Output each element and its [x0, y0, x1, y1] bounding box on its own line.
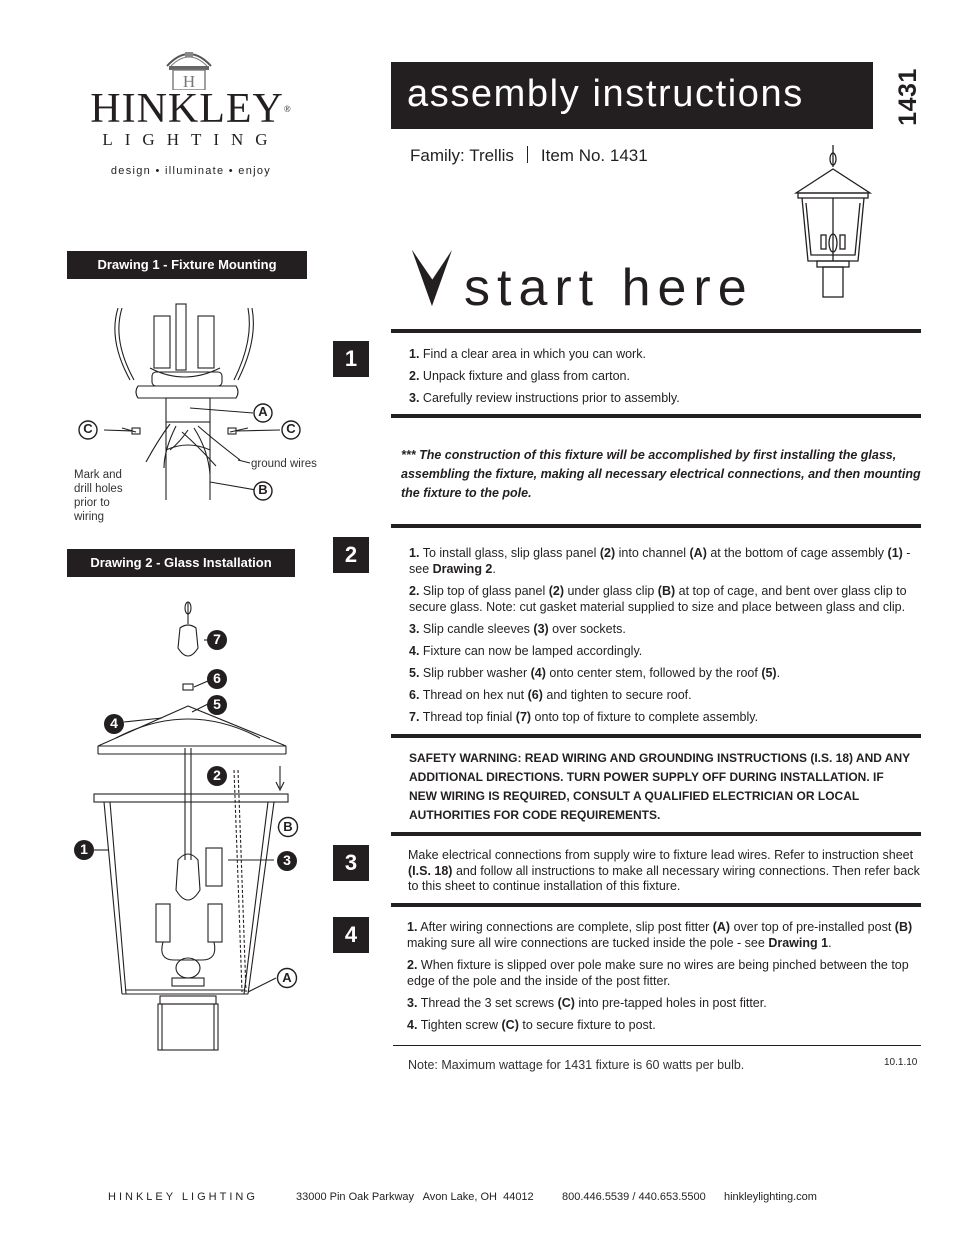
step-1-badge: 1 — [333, 341, 369, 377]
step-3-badge: 3 — [333, 845, 369, 881]
svg-text:H: H — [182, 72, 196, 90]
callout-c-right-letter: C — [286, 421, 296, 436]
mark-drill-label: Mark and drill holes prior to wiring — [74, 469, 123, 523]
callout-b2-letter: B — [283, 819, 293, 834]
callout-6-number: 6 — [213, 670, 221, 686]
drawing-2-glass-installation — [88, 598, 298, 1053]
list-item: 6. Thread on hex nut (6) and tighten to secure roof. — [409, 688, 692, 702]
start-here-heading: start here — [464, 259, 754, 317]
ground-wires-label: ground wires — [251, 458, 317, 470]
page-title: assembly instructions — [391, 62, 873, 129]
list-item: 4. Fixture can now be lamped accordingly. — [409, 644, 643, 658]
list-item: 1. Find a clear area in which you can work. — [409, 347, 646, 361]
callout-7-number: 7 — [213, 631, 221, 647]
family-name: Family: Trellis — [410, 146, 514, 165]
list-item: 4. Tighten screw (C) to secure fixture to post. — [407, 1018, 656, 1032]
list-item: 7. Thread top finial (7) onto top of fixture to complete assembly. — [409, 710, 759, 724]
list-item: 3. Slip candle sleeves (3) over sockets. — [409, 622, 626, 636]
safety-bottom-rule — [391, 832, 921, 836]
step-2-top-rule — [391, 524, 921, 528]
family-line — [410, 146, 648, 166]
footer-phone: 800.446.5539 / 440.653.5500 — [562, 1191, 706, 1203]
callout-a-letter: A — [258, 404, 268, 419]
list-item: 2. Slip top of glass panel (2) under glass clip (B) at top of cage, and bent over glass clip to secure glass. Note: cut gasket material supplied to size and place between glass and clip. — [409, 584, 907, 614]
callout-1-number: 1 — [80, 841, 88, 857]
list-item: 3. Thread the 3 set screws (C) into pre-tapped holes in post fitter. — [407, 996, 767, 1010]
brand-name: HINKLEY® — [90, 86, 292, 132]
step-4-list — [407, 919, 923, 1039]
callout-b-letter: B — [258, 482, 268, 497]
step-3-bottom-rule — [391, 903, 921, 907]
safety-warning: SAFETY WARNING: READ WIRING AND GROUNDING INSTRUCTIONS (I.S. 18) AND ANY ADDITIONAL DIRECTIONS. TURN POWER SUPPLY OFF DURING INSTALLATION. IF NEW WIRING IS REQUIRED, CONSULT A QUALIFIED ELECTRICIAN OR LOCAL AUTHORITIES FOR CODE REQUIREMENTS. — [409, 751, 910, 822]
callout-5-number: 5 — [213, 696, 221, 712]
step-1-bottom-rule — [391, 414, 921, 418]
brand-tagline: design • illuminate • enjoy — [110, 165, 272, 177]
list-item: 1. To install glass, slip glass panel (2) into channel (A) at the bottom of cage assembly (1) - see Drawing 2. — [409, 546, 911, 576]
drawing-2-label: Drawing 2 - Glass Installation — [67, 549, 295, 577]
safety-top-rule — [391, 734, 921, 738]
footer-address: 33000 Pin Oak Parkway Avon Lake, OH 44012 — [296, 1191, 534, 1203]
construction-note: *** The construction of this fixture will be accomplished by first installing the glass, assembling the fixture, making all necessary electrical connections, and then mounting the fixture to the pole. — [401, 448, 921, 500]
brand-sub: LIGHTING — [102, 130, 280, 149]
divider — [527, 146, 528, 163]
footer-website: hinkleylighting.com — [724, 1191, 817, 1203]
list-item: 5. Slip rubber washer (4) onto center stem, followed by the roof (5). — [409, 666, 781, 680]
footnote-rule — [393, 1045, 921, 1046]
step-1-top-rule — [391, 329, 921, 333]
step-4-badge: 4 — [333, 917, 369, 953]
item-number: Item No. 1431 — [540, 146, 648, 165]
hinkley-lantern-logo-icon — [161, 44, 217, 90]
step-2-badge: 2 — [333, 537, 369, 573]
footer-company: HINKLEY LIGHTING — [108, 1191, 258, 1203]
product-thumbnail — [790, 143, 876, 303]
arrow-down-icon — [410, 248, 458, 308]
list-item: 2. Unpack fixture and glass from carton. — [409, 369, 630, 383]
step-3-text: Make electrical connections from supply wire to fixture lead wires. Refer to instruction sheet (I.S. 18) and follow all instructions to make all necessary wiring connections. Then refer back to this sheet to continue installation of this fixture. — [408, 848, 920, 893]
callout-4-number: 4 — [110, 715, 118, 731]
revision-date: 10.1.10 — [884, 1057, 918, 1068]
list-item: 2. When fixture is slipped over pole make sure no wires are being pinched between the top edge of the pole and the inside of the post fitter. — [407, 958, 909, 988]
step-2-list — [409, 545, 933, 731]
list-item: 3. Carefully review instructions prior to assembly. — [409, 391, 680, 405]
drawing-1-label: Drawing 1 - Fixture Mounting — [67, 251, 307, 279]
wattage-note: Note: Maximum wattage for 1431 fixture is 60 watts per bulb. — [408, 1058, 745, 1072]
callout-2-number: 2 — [213, 767, 221, 783]
step-1-list — [409, 346, 919, 412]
callout-a2-letter: A — [282, 970, 292, 985]
callout-3-number: 3 — [283, 852, 291, 868]
callout-c-left-letter: C — [83, 421, 93, 436]
list-item: 1. After wiring connections are complete, slip post fitter (A) over top of pre-installed post (B) making sure all wire connections are tucked inside the pole - see Drawing 1. — [407, 920, 913, 950]
item-number-vertical: 1431 — [894, 68, 922, 126]
